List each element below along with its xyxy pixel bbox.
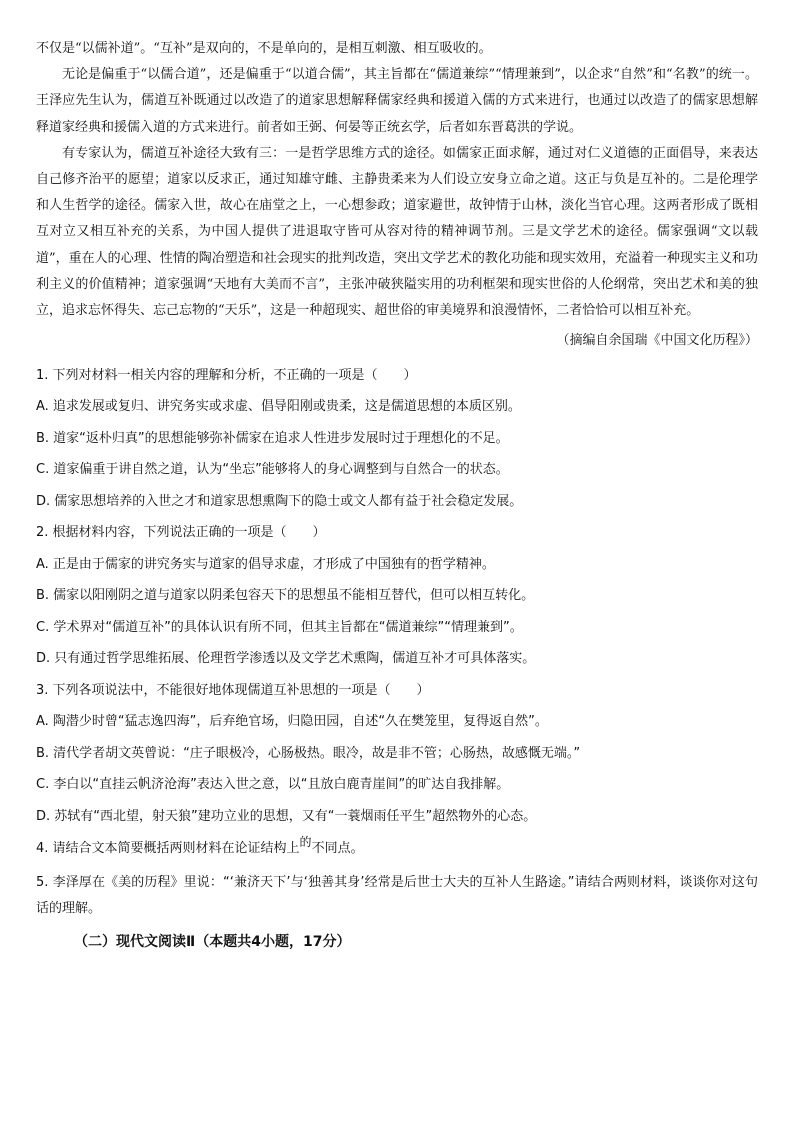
passage-paragraph-3: 有专家认为，儒道互补途径大致有三：一是哲学思维方式的途径。如儒家正面求解，通过对仁义道德的正面倡导，来表达自己修齐治平的愿望；道家以反求正，通过知雄守雌、主静贵柔来为人们设立安身立命之道。这正与负是互补的。二是伦理学和人生哲学的途径。儒家入世，故心在庙堂之上，一心想参政；道家避世，故钟情于山林，淡化当官心理。这两者形成了既相互对立又相互补充的关系，为中国人提供了进退取守皆可从容对待的精神调节剂。三是文学艺术的途径。儒家强调“文以载道”，重在人的心理、性情的陶冶塑造和社会现实的批判改造，突出文学艺术的教化功能和现实效用，充溢着一种现实主义和功利主义的价值精神；道家强调“天地有大美而不言”，主张冲破狭隘实用的功利框架和现实世俗的人伦纲常，突出艺术和美的独立，追求忘怀得失、忘己忘物的“天乐”，这是一种超现实、超世俗的审美境界和浪漫情怀，二者恰恰可以相互补充。 (36, 145, 758, 319)
question-1-option-a: A. 追求发展或复归、讲究务实或求虚、倡导阳刚或贵柔，这是儒道思想的本质区别。 (36, 399, 521, 415)
passage-paragraph-1: 不仅是“以儒补道”。“互补”是双向的，不是单向的，是相互刺激、相互吸收的。 (36, 41, 492, 56)
question-1-option-b: B. 道家“返朴归真”的思想能够弥补儒家在追求人性进步发展时过于理想化的不足。 (36, 430, 509, 446)
document-page (36, 36, 758, 954)
question-5-stem: 5. 李泽厚在《美的历程》里说：“‘兼济天下’与‘独善其身’经常是后世士大夫的互补人生路途。”请结合两则材料，谈谈你对这句话的理解。 (36, 874, 758, 916)
question-1 (36, 365, 758, 512)
question-1-option-c: C. 道家偏重于讲自然之道，认为“坐忘”能够将人的身心调整到与自然合一的状态。 (36, 462, 509, 478)
question-2-option-d: D. 只有通过哲学思维拓展、伦理哲学渗透以及文学艺术熏陶，儒道互补才可具体落实。 (36, 651, 536, 667)
passage-source: （摘编自余国瑞《中国文化历程》） (556, 333, 758, 349)
question-4-stem-raised-char: 的 (299, 834, 312, 849)
question-3-stem: 3. 下列各项说法中，不能很好地体现儒道互补思想的一项是（ ） (36, 682, 430, 698)
question-3 (36, 680, 758, 827)
question-4-stem (36, 835, 758, 862)
question-2-option-b: B. 儒家以阳刚阴之道与道家以阴柔包容天下的思想虽不能相互替代，但可以相互转化。 (36, 588, 535, 604)
question-2-option-c: C. 学术界对“儒道互补”的具体认识有所不同，但其主旨都在“儒道兼综”“情理兼到”。 (36, 619, 523, 635)
question-2-option-a: A. 正是由于儒家的讲究务实与道家的倡导求虚，才形成了中国独有的哲学精神。 (36, 556, 495, 572)
question-1-option-d: D. 儒家思想培养的入世之才和道家思想熏陶下的隐士或文人都有益于社会稳定发展。 (36, 493, 523, 509)
question-3-option-b: B. 清代学者胡文英曾说：“庄子眼极冷，心肠极热。眼冷，故是非不管；心肠热，故感慨无端。” (36, 745, 581, 761)
section-heading: （二）现代文阅读Ⅱ（本题共4小题，17分） (74, 933, 351, 950)
question-1-stem: 1. 下列对材料一相关内容的理解和分析，不正确的一项是（ ） (36, 367, 417, 383)
passage-paragraph-2: 无论是偏重于“以儒合道”，还是偏重于“以道合儒”，其主旨都在“儒道兼综”“情理兼到”，以企求“自然”和“名教”的统一。王泽应先生认为，儒道互补既通过以改造了的道家思想解释儒家经典和援道入儒的方式来进行，也通过以改造了的儒家思想解释道家经典和援儒入道的方式来进行。前者如王弼、何晏等正统玄学，后者如东晋葛洪的学说。 (36, 67, 758, 135)
question-3-option-d: D. 苏轼有“西北望，射天狼”建功立业的思想，又有“一蓑烟雨任平生”超然物外的心态。 (36, 808, 537, 824)
question-3-option-c: C. 李白以“直挂云帆济沧海”表达入世之意，以“且放白鹿青崖间”的旷达自我排解。 (36, 777, 510, 793)
question-4-stem-tail: 不同点。 (311, 840, 364, 856)
question-4-stem-text: 4. 请结合文本简要概括两则材料在论证结构上 (36, 840, 300, 856)
question-2-stem: 2. 根据材料内容，下列说法正确的一项是（ ） (36, 525, 326, 541)
question-3-option-a: A. 陶潜少时曾“猛志逸四海”，后弃绝官场，归隐田园，自述“久在樊笼里，复得返自然”。 (36, 714, 548, 730)
question-2 (36, 522, 758, 669)
